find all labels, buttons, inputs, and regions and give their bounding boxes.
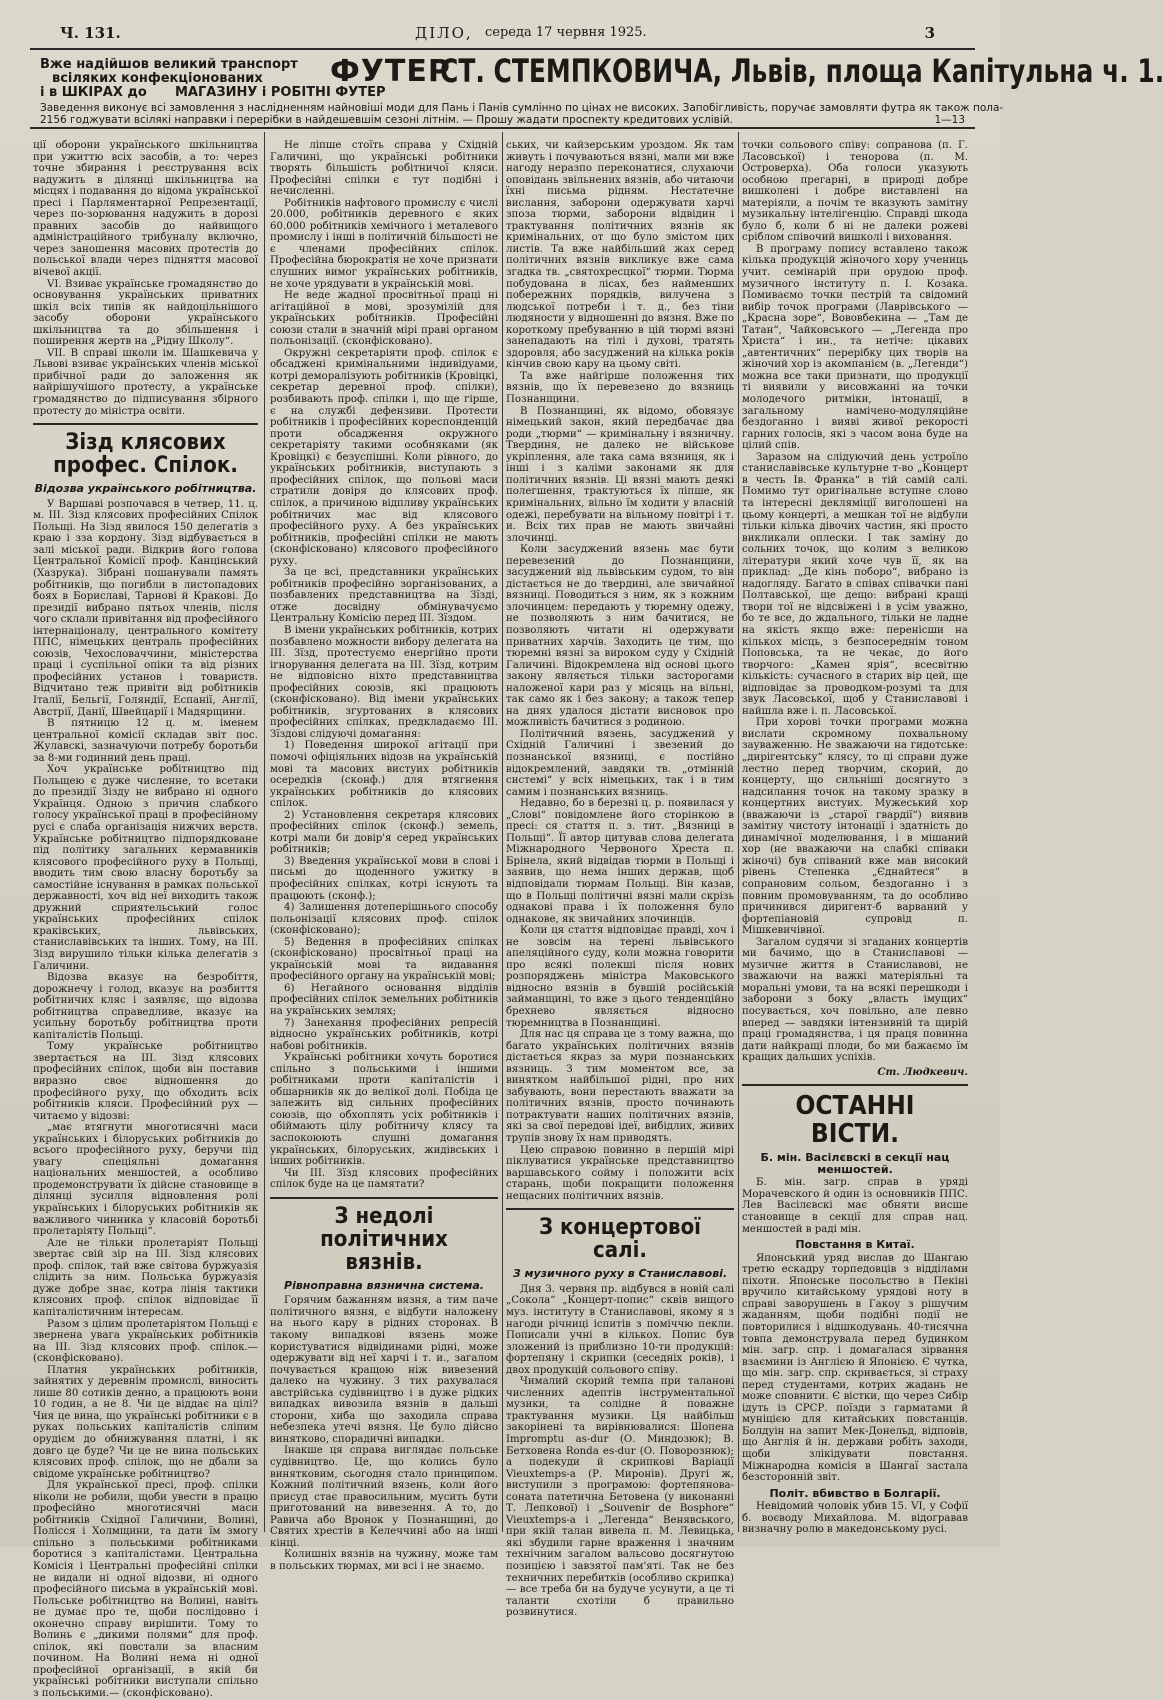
article-headline bbox=[270, 1197, 498, 1292]
paragraph: ських, чи кайзерським уроздом. Як там живуть і почуваються вязні, мали ми вже нагоду неразпо переконатися, слухаючи оповідань звільнених вязнів, або читаючи їхні письма рідням. Нестатечне вислання, заборони одержувати харчі зпоза тюрми, заборони відвідин і трактування політичних вязнів як кримінальних, от що було змістом цих листів. Та вже найбільший жах серед політичних вязнів викликує вже сама згадка тв. „святохресцкої“ тюрми. Тюрма побудована в лісах, без найменших побережних порядків, вилучена з людської потреби і т. д., без тіни людяности у відношенні до вязня. Вже по короткому пребуванню в цій тюрмі вязні занепадають на тілі і духові, тратять здоровля, або засуджений на кілька років кінчив свою кару на цьому світі. bbox=[506, 140, 734, 371]
paragraph: VII. В справі школи ім. Шашкевича у Львові взиває українських членів міської прибічної ради до заложення як найрішучішого протесту, а українське громадянство до підписування збірного протесту до міністра освіти. bbox=[33, 347, 258, 417]
ad-code: 1—13 bbox=[934, 114, 965, 126]
paragraph: Платня українських робітників, зайнятих у деревнім промислі, виносить лише 80 сотиків денно, а працюють вони 10 годин, а не 8. Чи це віддає на цілі? Чия це вина, що українські робітники є в руках польських капіталістів сліпим орудієм до обнижування платні, і як довго це буде? Чи це не вина польських клясових проф. спілок, що не дбали за свідоме українське робітництво? bbox=[33, 1364, 258, 1480]
ad-body-2: 2156 годжувати всілякі направки і перерібки в найдешевшім сезоні літнім. — Прошу жадати проспекту кредитових услівій. bbox=[40, 114, 733, 126]
paragraph: Але не тільки пролетаріят Польщі звертає свій зір на III. Зізд клясових проф. спілок, тай вже світова буржуазія слідить за ним. Польська буржуазія дуже добре знає, котра лінія тактики клясових проф. спілок відповідає її капіталістичним інтересам. bbox=[33, 1237, 258, 1318]
news-title: Б. мін. Васілєвскі в секції нац меншостей. bbox=[760, 1151, 950, 1176]
headline-subtitle: Рівноправна вязнична система. bbox=[284, 1278, 484, 1292]
fur-advertisement bbox=[30, 52, 1164, 129]
paragraph: В програму попису вставлено також кілька продукцій жіночого хору учениць учит. семінарій при орудою проф. музичного інституту п. І. Козака. Помиваємо точки пестрій та свідомий вибір точок програми (Лаврівського — „Красна зоре“, Вововбекина — „Там де Татан“, Чайковського — „Легенда про Христа“ і ин., та нетіче: цікавих „автентичних“ перерібку цих творів на жіночий хор із акомпанієм (в. „Легенди“) можна все таки признати, що продукції ті виявили у висовжанні на точки молодечого ритміки, інтонації, в загальному намічено-модуляційне бездоганно і вияві живої рекорості гарних голосів, які з часом вона буде на цілий спів. bbox=[742, 243, 968, 452]
paragraph: В Познанщині, як відомо, обовязує німецький закон, який передбачає два роди „тюрми“ — кримінальну і вязничну. Твердиня, не далеко не військове укріплення, але така сама вязниця, як і інші і з каліми законами як для політичних вязнів. Ці вязні мають деякі полегшення, трактуються їх ліпше, як кримінальних, вільно їм ходити у власній одежі, перебувати на вільному повітрі і т. и. Всіх тих прав не мають звичайні злочинці. bbox=[506, 405, 734, 544]
paragraph: Для нас ця справа це з тому важна, що багато українських політичних вязнів дістається якраз за мури познанських вязниць. З тим моментом все, за винятком найбільшої рідні, про них забувають, вони перестають вважати за політичних вязнів, просто починають потрактувати наших політичних вязнів, які за свої передові ідеї, вибідлих, живих трупів знову їх нам приводять. bbox=[506, 1029, 734, 1145]
paragraph: Українські робітники хочуть боротися спільно з польськими і іншими робітниками проти капіталістів і обшарників як до велікої долі. Побіда це залежить від сильних професійних союзів, що обхоплять усіх робітників і обіймають цілу робітничу клясу та заспокоюють слушні домагання українських, білоруських, жидівських і інших робітників. bbox=[270, 1052, 498, 1168]
column-rule bbox=[264, 132, 265, 1532]
paragraph: Не веде жадної просвітньої праці ні агітаційної в мові, зрозумілій для українських робітників. Професійні союзи стали в значній мірі праві органом польонізації. (сконфісковано). bbox=[270, 290, 498, 348]
paragraph: Горячим бажанням вязня, а тим паче політичного вязня, є відбути наложену на нього кару в рідних сторонах. В такому випадкові вязень може користуватися відвідинами рідні, може одержувати від неї харчі і т. и., загалом почувається кращою ніж вивезений далеко на чужину. З тих рахувалася австрійська судівництво і в дуже рідких випадках вивозила вязнів в дальші сторони, хиба що заходила справа небезпека утечі вязня. Це було дійсно винятково, спорадичні випадки. bbox=[270, 1295, 498, 1445]
paragraph: 4) Залишення дотеперішнього способу польонізації клясових проф. спілок (сконфісковано); bbox=[270, 902, 498, 937]
column-2 bbox=[270, 140, 498, 1572]
article-headline bbox=[742, 1084, 968, 1148]
news-title: Повстання в Китаї. bbox=[795, 1238, 915, 1252]
ad-line-2: всіляких конфекціонованих bbox=[52, 71, 263, 86]
ad-headline: ФУТЕР bbox=[330, 54, 451, 89]
paragraph: Дня 3. червня пр. відбувся в новій салі „Сокола“ „Концерт-попис“ сквів вищого муз. інституту в Станиславові, якому я з нагоди річниці іспитів з поміччю пекли. Пописали учні в кількох. Попис був зложений із приблизно 10-ти продукцій: фортепяну і скрипки (сеседніх років), і двох продукцій сольового співу. bbox=[506, 1283, 734, 1376]
paragraph: Цею справою повинно в першій мірі піклуватися українське представництво варшавського сойму і положити всіх старань, щоби покращити положення нещасних політичних вязнів. bbox=[506, 1144, 734, 1202]
paragraph: Японський уряд вислав до Шангаю третю ескадру торпедовців з відділами піхоти. Японське посольство в Пекіні вручило китайському урядові ноту в справі заворушень в Гакоу з рішучим жаданням, щоби подібні події не повторилися і відшкодувань. 40-тисячна товпа демонструвала перед будинком мін. загр. спр. і домагалася зірвання взаємини із Англією й Японією. Є чутка, що мін. загр. спр. скривається, зі страху перед студентами, котрих жадань не може сповнити. Є вістки, що через Сибір ідуть із СРСР. поїзди з гарматами й муніцією для китайських повстанців. Болдуін на запит Мек-Донельд, відповів, що Англія й ін. держави робіть заходи, щоби злікідувати повстання. Міжнародна комісія в Шангаї застала безсторонній звіт. bbox=[742, 1252, 968, 1484]
paragraph: ції оборони українського шкільництва при ужиттю всіх засобів, а то: через точне збирання і реєстрування всіх надужить в ділянці шкільництва на місцях і подавання до відома української пресі і Парляментарної Репрезентації, через по-зорювання надужить в дорозі правних засобів до найвищого адміністраційного трибуналу включно, через заношення масових протестів до польської влади через підняття масової вічевої акції. bbox=[33, 140, 258, 279]
paragraph: Хоч українське робітництво під Польщею є дуже численне, то всетаки до президії Зізду не вибрано ні одного Українця. Одною з причин слабкого голосу української праці в професійному русі є слаба організація нижчих верств. Українське робітництво підпорядковане під політику загальних кермавників клясового професійного руху в Польщі, вводить тим свою власну боротьбу за самостійне існування в рамках польської державності, хоч від неї виходить також дружний сприятельський голос українських професійних спілок краківських, львівських, станиславівських та інших. Тому, на III. Зізд вирушило тільки кілька делегатів з Галичини. bbox=[33, 764, 258, 972]
paragraph: VI. Взиває українське громадянство до основування українських приватних шкіл всіх типів як найдоцільнішого засобу оборони українського шкільництва та до збільшення і поширення жертв на „Рідну Школу“. bbox=[33, 278, 258, 348]
column-1 bbox=[33, 140, 258, 1699]
headline-text: ОСТАННІ ВІСТИ. bbox=[795, 1091, 915, 1150]
paragraph: Колишніх вязнів на чужину, може там в польських тюрмах, ми всі і не знаємо. bbox=[270, 1549, 498, 1572]
paragraph: В імени українських робітників, котрих позбавлено можности вибору делегата на III. Зїзд, протестуємо енергійно проти ігнорування делегата на III. Зїзд, котрим не відповісно ніхто представництва професійних союзів, які працюють (сконфісковано). Від імени українських робітників, згуртованих в клясових професійних спілках, предкладаємо III. Зїздові слідуючі домагання: bbox=[270, 624, 498, 740]
paragraph: Невідомий чоловік убив 15. VI, у Софії б. воєводу Михайлова. М. відогравав визначну ролю в македонському русі. bbox=[742, 1501, 968, 1536]
headline-text: З недолі політичних вязнів. bbox=[320, 1203, 448, 1275]
paragraph: 5) Ведення в професійних спілках (сконфісковано) просвітньої праці на українській мові та видавання професійного органу на українській мові; bbox=[270, 936, 498, 983]
paragraph: Не ліпше стоїть справа у Східній Галичині, що українські робітники творять більшість робітничої кляси. Професійні спілки є тут подібні і нечисленні. bbox=[270, 140, 498, 198]
paragraph: При хорові точки програми можна вислати скромному похвальному зауваженню. Не зважаючи на гидотське: „дирігентську“ клясу, то ці справи дуже лестно перед творчим, скорий, до концерту, що сильніші досягнуто з надсилання точок на такому зразку в концертних вистуих. Мужеський хор (вважаючи із „старої гвардії“) виявив замітну чистоту інтонації і здатність до динамічної моделювання, і в мішаний хор (не вважаючи на слабкі співаки жіночі) був співаний вже мав високий рівень Степенка „Єднайтеся“ в сопрановим сольом, бездоганно і з повним промовуванням, та до особливо причинився диригент-б варваний у фортепіановій супровід п. Мішкевичівної. bbox=[742, 717, 968, 937]
paragraph: 2) Установлення секретаря клясових професійних спілок (сконф.) земель, котрі мали би довір'я серед українських робітників; bbox=[270, 809, 498, 856]
paragraph: Та вже найгірше положення тих вязнів, що їх перевезено до вязниць Познанщини. bbox=[506, 370, 734, 406]
paragraph: Відозва вказує на безробіття, дорожнечу і голод, вказує на розбиття робітничих кляс і заявляє, що відозва робітництва справедливе, вказує на усильну боротьбу робітництва проти капіталістів Польщі. bbox=[33, 972, 258, 1041]
paragraph: 1) Поведення широкої агітації при помочі офіціяльних відозв на українській мові та масових вистуих робітників осередків (сконф.) для втягнення українських робітників до клясових спілок. bbox=[270, 740, 498, 810]
headline-subtitle: З музичного руху в Станиславові. bbox=[512, 1267, 728, 1281]
headline-text: З концертової салі. bbox=[539, 1215, 701, 1264]
ad-firm-name: СТ. СТЕМПКОВИЧА, Львів, площа Капітульна ч. 1. bbox=[440, 52, 1164, 90]
paragraph: Коли засуджений вязень має бути перевезений до Познанщини, засуджений від львівським судом, то він дістається не до твердині, але звичайної вязниці. Поводиться з ним, як з кожним злочинцем: передають у тюремну одежу, не позволяють з ним бачитися, не позволяють читати ні одержувати приватних харчів. Заходить це тим, що тюремні вязні за вироком суду у Східній Галичині. Відокремлена від основі цього закону являється тільки засторогами наложеної кари раз у місяць на вільні, так само як і без закону; а також тепер на днях удалося дістати висновок про можливість бачитися з родиною. bbox=[506, 544, 734, 729]
paragraph: Тому українське робітництво звертається на III. Зізд клясових професійних спілок, щоби він поставив виразно своє відношення до професійного руху, що обходить всіх робітників кляси. Професійний рух — читаємо у відозві: bbox=[33, 1041, 258, 1122]
paragraph: точки сольового співу: сопранова (п. Г. Ласовської) і тенорова (п. М. Островерха). Оба голоси указують особною прегарні, в природі добре вишколені і добре виставлені на матеріяли, а почім те вказують замітну музикальну інтелігенцію. Справді шкода було б, коли б ні не далеки рожеві сріблом співочий вишколі і виховання. bbox=[742, 140, 968, 244]
ad-line-3: і в ШКІРАХ до bbox=[40, 85, 147, 100]
paragraph: За це всі, представники українських робітників професійно зорганізованих, а позбавлених представництва на Зїзді, отже досвідну обмінувачуємо Центральну Комісію перед III. Зїздом. bbox=[270, 567, 498, 625]
paper-title: ДІЛО, bbox=[415, 24, 473, 42]
ad-line-1: Вже надійшов великий транспорт bbox=[40, 57, 298, 72]
masthead bbox=[30, 22, 975, 50]
paragraph: 7) Занехання професійних репресій відносно українських робітників, котрі набові робітників. bbox=[270, 1017, 498, 1052]
column-4 bbox=[742, 140, 968, 1535]
paragraph: 6) Негайного основання відділів професійних спілок земельних робітників на українських землях; bbox=[270, 982, 498, 1018]
issue-number: Ч. 131. bbox=[60, 24, 121, 42]
news-title: Політ. вбивство в Болгарії. bbox=[769, 1486, 941, 1500]
ad-body-1: Заведення виконує всі замовлення з наслідненням найновіші моди для Пань і Панів сумлінно по цінах не високих. Запобігливість, поручає замовляти футра як також пола- bbox=[40, 102, 1004, 114]
paragraph: Чималий скорий темпа при таланові численних адептів інструментальної музики, та солідне й поважне трактування музики. Ця найбільш закорінені та вирівнювалися: Шопена Impromptu as-dur (О. Миндозюк); В. Бетховена Ronda es-dur (О. Поворознюк); а подекуди й скрипкові Варіації Vieuxtemps-a (Р. Миронів). Другі ж, виступили з програмою: фортепянова-соната патетична Бетовена (у виконанні Т. Лепкової) і „Souvenir de Bosphore“ Vieuxtemps-a і „Легенда“ Венявського, при якій талан вивела п. М. Левицька, які збудили гарне враження і значним технічним загалом вальсово досягнутою позицією і завзятої пам'яті. Так не без техничних перебитків (особливо скрипка) — все треба би на будуче усунути, а це ті таланти схотіли б правильно розвинутися. bbox=[506, 1376, 734, 1619]
page-number: 3 bbox=[924, 24, 935, 42]
paragraph: 3) Введення української мови в слові і письмі до щоденного ужитку в професійних спілках, котрі існують та працюють (сконф.); bbox=[270, 855, 498, 902]
paragraph: Для української пресі, проф. спілки ніколи не робили, щоби увести в працю професійно многотисячні маси робітників Східної Галичини, Волині, Полісся і Холмщини, та дати їм змогу спільно з польськими робітниками боротися з капіталістами. Центральна Комісія і Центральні професійні спілки не видали ні одної відозви, ні одного професійного письма в українській мові. Польське робітництво на Волині, навіть не думає про те, щоби послідовно і оконечно справу вирішити. Тому то Волинь є „дикими полями“ для проф. спілок, які повстали за власним почином. На Волині нема ні одної професійної організації, в якій би українські робітники виступали спільно з польськими.— (сконфісковано). bbox=[33, 1480, 258, 1699]
paragraph: В пятницю 12 ц. м. іменем центральної комісії складав звіт пос. Жулавскі, зазначуючи потребу боротьби за 8-ми годинний день праці. bbox=[33, 718, 258, 764]
paragraph: Разом з цілим пролетаріятом Польщі є звернена увага українських робітників на III. Зізд клясових проф. спілок.— (сконфісковано). bbox=[33, 1318, 258, 1365]
author-signature: Ст. Людкевич. bbox=[877, 1065, 968, 1078]
article-headline bbox=[506, 1208, 734, 1280]
paragraph: Інакше ця справа виглядає польське судівництво. Це, що колись було винятковим, сьогодня стало принципом. Кожний політичний вязень, коли його присуд стає правосильним, мусить бути приготований на вивезення. А то, до Равича або Вронок у Познанщині, до Святих хрестів в Келеччині або на інші кінці. bbox=[270, 1445, 498, 1549]
paragraph: У Варшаві розпочався в четвер, 11. ц. м. III. Зізд клясових професійних Спілок Польщі. На Зізд явилося 150 делегатів з краю і зза кордону. Зізд відбувається в залі міської ради. Відкрив його голова Центральної Комісії проф. Канцінський (Хазрука). Зібрані пошанували память робітників, що погибли в листопадових боях в Бориславі, Тарнові й Кракові. До президії вибрано пятьох членів, після чого склали привітання від професійного інтернаціоналу, центрального комітету ППС, німецьких централь професійних союзів, Чехословаччини, міністерства праці і суспільної опіки та від різних професійних установ і товариств. Відчитано теж привіти від робітників Італії, Бельгії, Голяндії, Еспанії, Англії, Австрії, Данії, Швейцарії і Мадярщини. bbox=[33, 498, 258, 718]
paragraph: Загалом судячи зі згаданих концертів ми бачимо, що в Станиславові — музичне життя в Станиславові, не зважаючи на важкі матеріяльні та моральні умови, та на всякі перешкоди і заборони з боку „власть імущих“ посувається, хоч повільно, але певно вперед — завдяки інтензивній та щирій праці громадянства, і ця праця повинна дати найкращі плоди, бо ми бажаємо їм кращих дальших успіхів. bbox=[742, 936, 968, 1064]
paragraph: Політичний вязень, засуджений у Східній Галичині і звезений до познанської вязниці, є постійно відокремлений, завдяки тв. „отмінній системі“ у всіх німецьких, так і в тим самим і познанських вязниць. bbox=[506, 728, 734, 798]
paragraph: Недавно, бо в березні ц. р. появилася у „Слові“ повідомлене його сторінкою в пресі: ся стаття п. з. тит. „Вязниці в Польщі“. Її автор цитував слова делегата Міжнародного Червоного Хреста п. Брінела, який відвідав тюрми в Польщі і заявив, що нема інших держав, щоб відповідали тюрмам Польщі. Він казав, що в Польщі політичні вязні мали скрізь однакові права і їх положення було однакове, як звичайних злочинців. bbox=[506, 798, 734, 925]
issue-date: середа 17 червня 1925. bbox=[485, 25, 647, 40]
ad-line-4: МАГАЗИНУ і РОБІТНІ ФУТЕР bbox=[175, 85, 386, 100]
news-item bbox=[742, 1152, 968, 1536]
column-rule bbox=[738, 132, 739, 1532]
paragraph: „має втягнути многотисячні маси українських і білоруських робітників до всього професійного руху, беручи під увагу спеціяльні домагання національних меншостей, а особливо продемонструвати їх дійсне становище в ділянці зусилля відновлення ролі українських і білоруських робітників як важливого чинника у класовій боротьбі пролетаріяту Польщі“. bbox=[33, 1122, 258, 1238]
paragraph: Окружні секретаріяти проф. спілок є обсаджені кримінальними індивідуами, котрі деморалізують робітників (Кровіцкі, секретар деревної проф. спілки), розбивають проф. спілки і, що ще гірше, є на службі дефензиви. Протести робітників і професійних кореспонденцій проти обсадження окружного секретаріяту такими особняками (як Кровіцкі) є безуспішні. Коли рівного, до українських робітників, виступають з професійних спілок, що польові маси стратили довіря до клясових проф. спілок, а причиною відпливу українських робітничих мас від клясового професійного руху. А без українських робітників, професійні спілки не мають (сконфісковано) клясового професійного руху. bbox=[270, 347, 498, 567]
paragraph: Коли ця стаття відповідає правді, хоч і не зовсім на терені львівського апеляційного суду, коли можна говорити про всякі полекші після нових розпоряджень міністра Маковського відносно вязнів в бувшій російській займанщині, то вже з цього тенденційно брехнево являється відносно тюремництва в Познанщині. bbox=[506, 925, 734, 1029]
paragraph: Робітників нафтового промислу є числі 20.000, робітників деревного є яких 60.000 робітників хемічного і металевого промислу і інші в політичній більшості не є членами професійних спілок. Професійна бюрократія не хоче признати слушних вимог українських робітників, не хоче урядувати в українській мові. bbox=[270, 197, 498, 290]
headline-subtitle: Відозва українського робітництва. bbox=[34, 482, 257, 496]
paragraph: Чи III. Зїзд клясових професійних спілок буде на це памятати? bbox=[270, 1167, 498, 1191]
paragraph: Б. мін. загр. справ в уряді Морачевского й один із основників ППС. Лев Васілєвскі має обняти висше становище в секції для справ нац. меншостей в раді мін. bbox=[742, 1177, 968, 1235]
column-rule bbox=[502, 132, 503, 1532]
article-headline bbox=[33, 423, 258, 495]
column-3 bbox=[506, 140, 734, 1619]
headline-text: Зізд клясових профес. Спілок. bbox=[53, 430, 238, 479]
paragraph: Заразом на слідуючий день устроїло станиславівське культурне т-во „Концерт в честь Ів. Франка“ в тій самій салі. Помимо тут оригінальне вступне слово та інтересні декляміції виголошені на цьому концерті, а мешкан тої не відбули тільки кілька дівочих частин, які просто викликали оплески. І так заміну до сольних точок, що колим з великою літератури який хоче чув її, як на приклад: „Де кінь поборо“, вибрано із надогляду. Багато в співах співачки пані Полтавської, ще дещо: вибрані кращі твори тої не відсвіжені і в усім уважно, бо те все, до ждального, тільки не ладне на якість якщо вже: перенісши на кількох місць, з безпосереднім тоном Поповська, та не чекає, до його творчого: „Камен ярія“, всесвітню кількість: сучасного в старих вір цей, ще відповідає за проводком-розумі та для звук Ласовської, щоб у Станиславові і найшла вже і. п. Ласовської. bbox=[742, 451, 968, 717]
